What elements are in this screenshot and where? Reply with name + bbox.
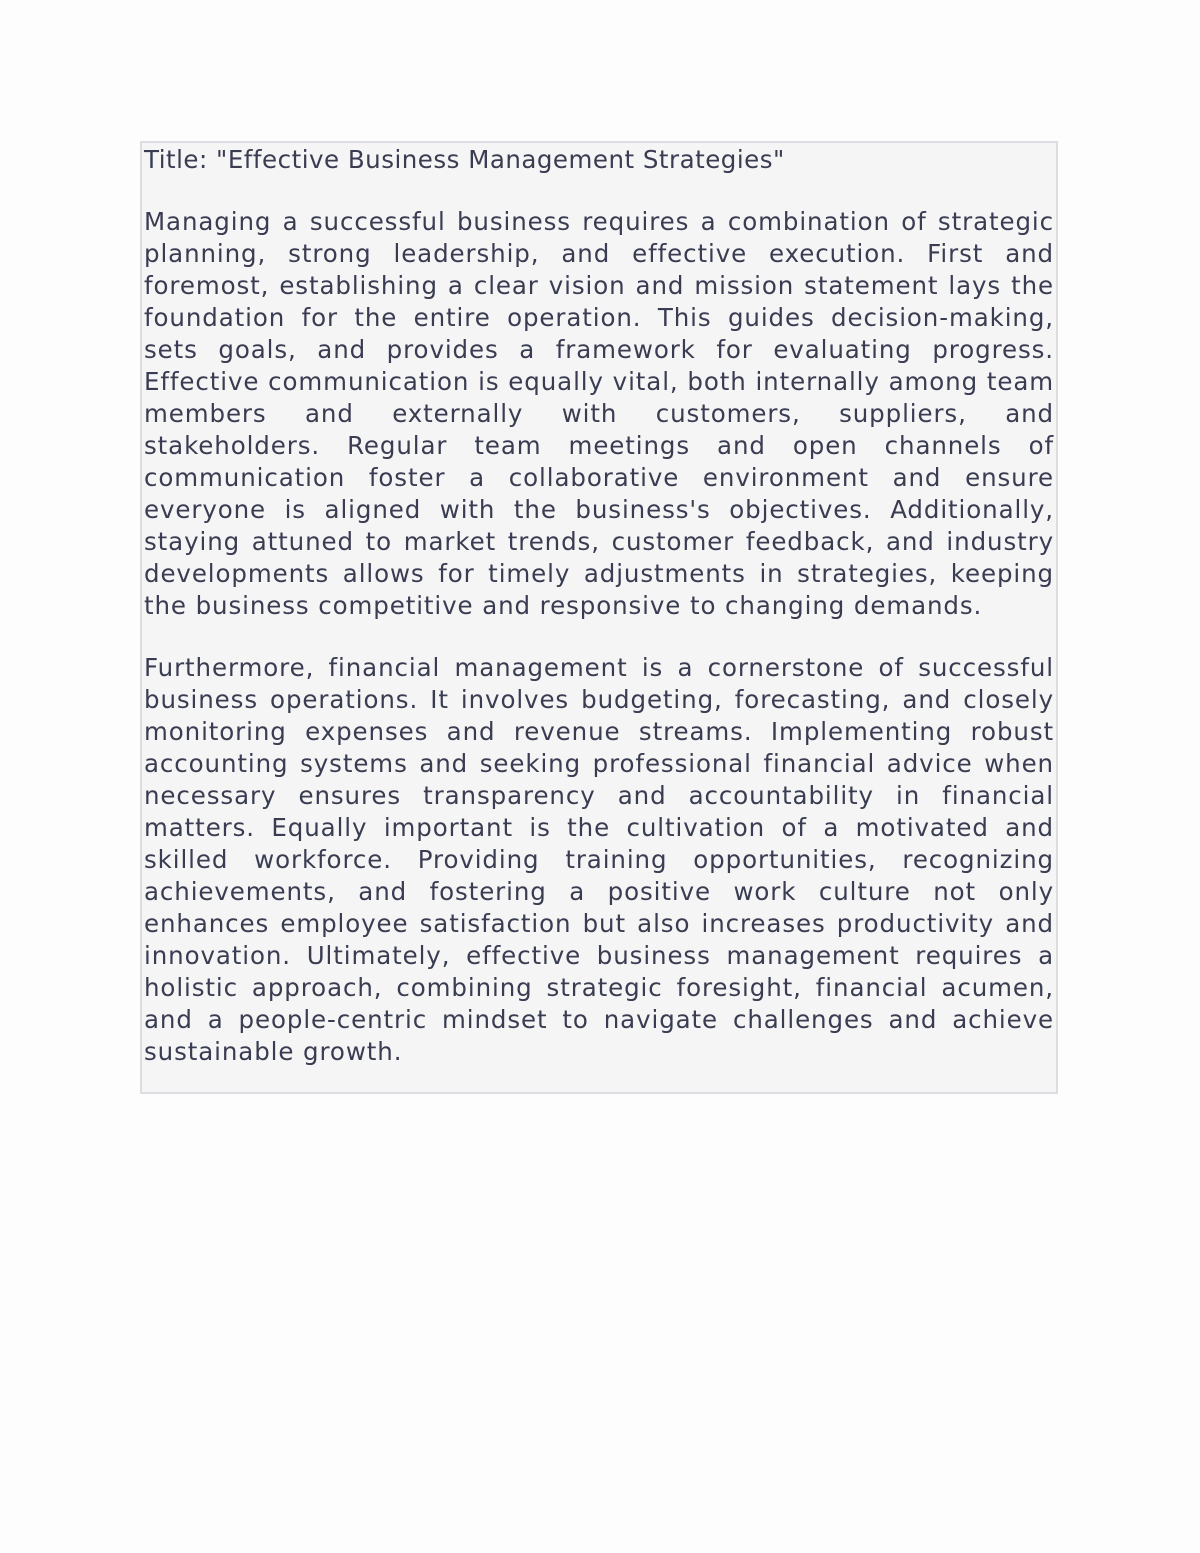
document-text-box xyxy=(140,141,1058,1094)
paragraph-2: Furthermore, financial management is a cornerstone of successful business operations. It involves budgeting, forecasting, and closely monitoring expenses and revenue streams. Implementing robust accounting systems and seeking professional financial advice when necessary ensures transparency and accountability in financial matters. Equally important is the cultivation of a motivated and skilled workforce. Providing training opportunities, recognizing achievements, and fostering a positive work culture not only enhances employee satisfaction but also increases productivity and innovation. Ultimately, effective business management requires a holistic approach, combining strategic foresight, financial acumen, and a people-centric mindset to navigate challenges and achieve sustainable growth. xyxy=(144,653,1054,1066)
paragraph-spacer xyxy=(144,622,1054,652)
paragraph-1: Managing a successful business requires a combination of strategic planning, strong leadership, and effective execution. First and foremost, establishing a clear vision and mission statement lays the foundation for the entire operation. This guides decision-making, sets goals, and provides a framework for evaluating progress. Effective communication is equally vital, both internally among team members and externally with customers, suppliers, and stakeholders. Regular team meetings and open channels of communication foster a collaborative environment and ensure everyone is aligned with the business's objectives. Additionally, staying attuned to market trends, customer feedback, and industry developments allows for timely adjustments in strategies, keeping the business competitive and responsive to changing demands. xyxy=(144,207,1054,620)
document-title: Title: "Effective Business Management Strategies" xyxy=(144,145,785,174)
paragraph-spacer xyxy=(144,176,1054,206)
